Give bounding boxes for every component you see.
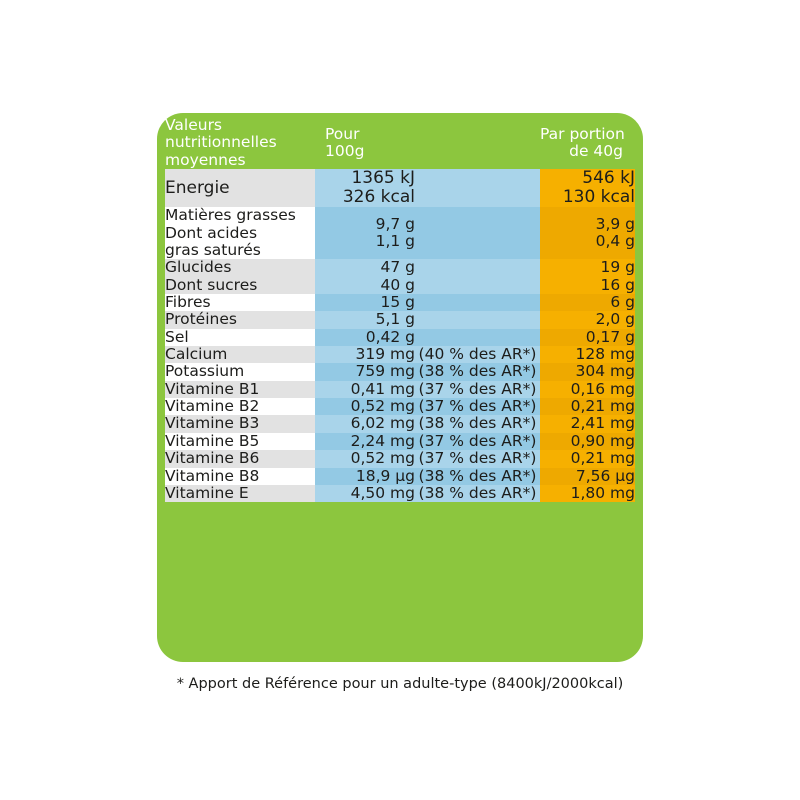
row-label: [165, 485, 315, 502]
row-label: [165, 259, 315, 294]
footnote-text: * Apport de Référence pour un adulte-type (8400kJ/2000kcal): [176, 676, 624, 692]
row-ar-text: (38 % des AR*): [418, 414, 537, 433]
row-per100g: [315, 259, 415, 294]
header-values-line3: moyennes: [165, 150, 246, 169]
row-label-line1: Calcium: [165, 345, 228, 364]
row-label: [165, 415, 315, 432]
row-label: [165, 433, 315, 450]
table-row: [165, 169, 635, 207]
row-per100g-line1: 319 mg: [355, 345, 415, 364]
row-portion-line2: 0,4 g: [595, 232, 635, 251]
row-label: [165, 207, 315, 259]
row-portion-line1: 7,56 µg: [575, 466, 635, 485]
row-portion: [540, 381, 635, 398]
table-row: [165, 294, 635, 311]
row-label: [165, 169, 315, 207]
row-per100g-line1: 47 g: [380, 258, 415, 277]
row-ar: [415, 294, 540, 311]
row-ar-text: (38 % des AR*): [418, 466, 537, 485]
row-label: [165, 398, 315, 415]
row-per100g-line1: 6,02 mg: [350, 414, 415, 433]
row-ar: [415, 207, 540, 259]
row-ar: [415, 311, 540, 328]
row-label-line1: Vitamine B6: [165, 449, 260, 468]
nutrition-table: [165, 117, 635, 502]
row-per100g-line1: 5,1 g: [375, 310, 415, 329]
row-per100g-line2: 326 kcal: [342, 187, 415, 208]
header-portion-line1: Par portion: [540, 124, 625, 143]
row-per100g: [315, 398, 415, 415]
row-ar: [415, 415, 540, 432]
row-label-line1: Potassium: [165, 362, 245, 381]
row-portion-line2: 16 g: [600, 275, 635, 294]
row-portion: [540, 311, 635, 328]
row-portion: [540, 207, 635, 259]
row-per100g-line2: 40 g: [380, 275, 415, 294]
row-ar: [415, 433, 540, 450]
table-row: [165, 398, 635, 415]
header-portion-line2: de 40g: [569, 142, 623, 161]
row-per100g: [315, 450, 415, 467]
row-portion-line1: 2,0 g: [595, 310, 635, 329]
row-per100g: [315, 468, 415, 485]
row-label-line1: Protéines: [165, 310, 237, 329]
row-portion-line1: 0,21 mg: [570, 397, 635, 416]
row-label: [165, 311, 315, 328]
header-values-line2: nutritionnelles: [165, 133, 277, 152]
row-label-line1: Vitamine B5: [165, 431, 260, 450]
table-row: [165, 450, 635, 467]
row-portion-line1: 19 g: [600, 258, 635, 277]
row-portion-line1: 6 g: [610, 292, 635, 311]
row-portion: [540, 485, 635, 502]
row-ar: [415, 346, 540, 363]
row-portion: [540, 329, 635, 346]
header-100g-line1: Pour: [325, 124, 360, 143]
row-per100g: [315, 415, 415, 432]
row-label-line1: Fibres: [165, 292, 211, 311]
row-ar-text: (37 % des AR*): [418, 449, 537, 468]
table-row: [165, 433, 635, 450]
row-ar-text: (37 % des AR*): [418, 379, 537, 398]
row-per100g-line1: 0,41 mg: [350, 379, 415, 398]
header-values-line1: Valeurs: [165, 116, 223, 134]
row-ar: [415, 169, 540, 207]
row-per100g-line1: 18,9 µg: [355, 466, 415, 485]
row-label-line1: Vitamine B2: [165, 397, 260, 416]
row-per100g-line1: 4,50 mg: [350, 483, 415, 502]
row-label: [165, 329, 315, 346]
row-ar: [415, 329, 540, 346]
row-per100g: [315, 363, 415, 380]
row-ar-text: (38 % des AR*): [418, 483, 537, 502]
row-label-line2: Dont acides: [165, 223, 258, 242]
row-label-line1: Vitamine E: [165, 483, 249, 502]
table-row: [165, 363, 635, 380]
row-portion: [540, 415, 635, 432]
row-per100g-line1: 759 mg: [355, 362, 415, 381]
row-portion-line1: 128 mg: [575, 345, 635, 364]
row-per100g-line1: 0,52 mg: [350, 449, 415, 468]
row-ar-text: (37 % des AR*): [418, 431, 537, 450]
row-portion: [540, 468, 635, 485]
row-label-line3: gras saturés: [165, 240, 261, 259]
row-label-line1: Vitamine B8: [165, 466, 260, 485]
table-row: [165, 346, 635, 363]
table-row: [165, 311, 635, 328]
row-label-line1: Energie: [165, 177, 230, 198]
header-cell-values: [165, 117, 315, 169]
row-per100g: [315, 169, 415, 207]
row-ar: [415, 485, 540, 502]
row-ar-text: (37 % des AR*): [418, 397, 537, 416]
row-label-line1: Vitamine B1: [165, 379, 260, 398]
header-100g-line2: 100g: [325, 142, 365, 161]
row-portion-line1: 3,9 g: [595, 214, 635, 233]
row-portion-line1: 2,41 mg: [570, 414, 635, 433]
row-label-line1: Sel: [165, 327, 189, 346]
row-label: [165, 381, 315, 398]
row-portion: [540, 363, 635, 380]
row-per100g-line1: 1365 kJ: [351, 168, 415, 189]
row-label: [165, 363, 315, 380]
row-ar: [415, 259, 540, 294]
row-label-line1: Glucides: [165, 258, 232, 277]
row-portion: [540, 169, 635, 207]
row-per100g: [315, 485, 415, 502]
table-row: [165, 329, 635, 346]
row-per100g: [315, 207, 415, 259]
row-per100g: [315, 329, 415, 346]
table-row: [165, 468, 635, 485]
row-ar: [415, 398, 540, 415]
table-row: [165, 415, 635, 432]
row-portion-line1: 0,16 mg: [570, 379, 635, 398]
row-per100g-line1: 9,7 g: [375, 214, 415, 233]
row-ar: [415, 363, 540, 380]
row-per100g-line1: 15 g: [380, 292, 415, 311]
row-portion-line1: 0,17 g: [585, 327, 635, 346]
table-row: [165, 485, 635, 502]
row-ar: [415, 468, 540, 485]
row-portion: [540, 433, 635, 450]
row-label: [165, 346, 315, 363]
row-per100g: [315, 294, 415, 311]
row-per100g-line1: 2,24 mg: [350, 431, 415, 450]
row-portion-line1: 0,21 mg: [570, 449, 635, 468]
row-ar-text: (38 % des AR*): [418, 362, 537, 381]
row-portion: [540, 450, 635, 467]
row-portion: [540, 259, 635, 294]
row-per100g: [315, 346, 415, 363]
row-label: [165, 294, 315, 311]
row-portion: [540, 346, 635, 363]
row-portion-line1: 546 kJ: [582, 168, 635, 189]
row-portion: [540, 294, 635, 311]
row-per100g-line2: 1,1 g: [375, 232, 415, 251]
table-row: [165, 207, 635, 259]
header-cell-portion: [540, 117, 635, 169]
row-per100g: [315, 311, 415, 328]
table-row: [165, 381, 635, 398]
row-portion-line2: 130 kcal: [562, 187, 635, 208]
row-ar-text: (40 % des AR*): [418, 345, 537, 364]
row-label-line1: Vitamine B3: [165, 414, 260, 433]
row-ar: [415, 381, 540, 398]
table-row: [165, 259, 635, 294]
row-label-line2: Dont sucres: [165, 275, 258, 294]
row-per100g: [315, 381, 415, 398]
row-ar: [415, 450, 540, 467]
row-label: [165, 468, 315, 485]
row-label-line1: Matières grasses: [165, 206, 296, 225]
row-per100g-line1: 0,52 mg: [350, 397, 415, 416]
row-label: [165, 450, 315, 467]
table-header-row: [165, 117, 635, 169]
row-portion: [540, 398, 635, 415]
row-per100g: [315, 433, 415, 450]
header-cell-per-100g: [315, 117, 540, 169]
row-portion-line1: 1,80 mg: [570, 483, 635, 502]
row-per100g-line1: 0,42 g: [365, 327, 415, 346]
row-portion-line1: 0,90 mg: [570, 431, 635, 450]
row-portion-line1: 304 mg: [575, 362, 635, 381]
